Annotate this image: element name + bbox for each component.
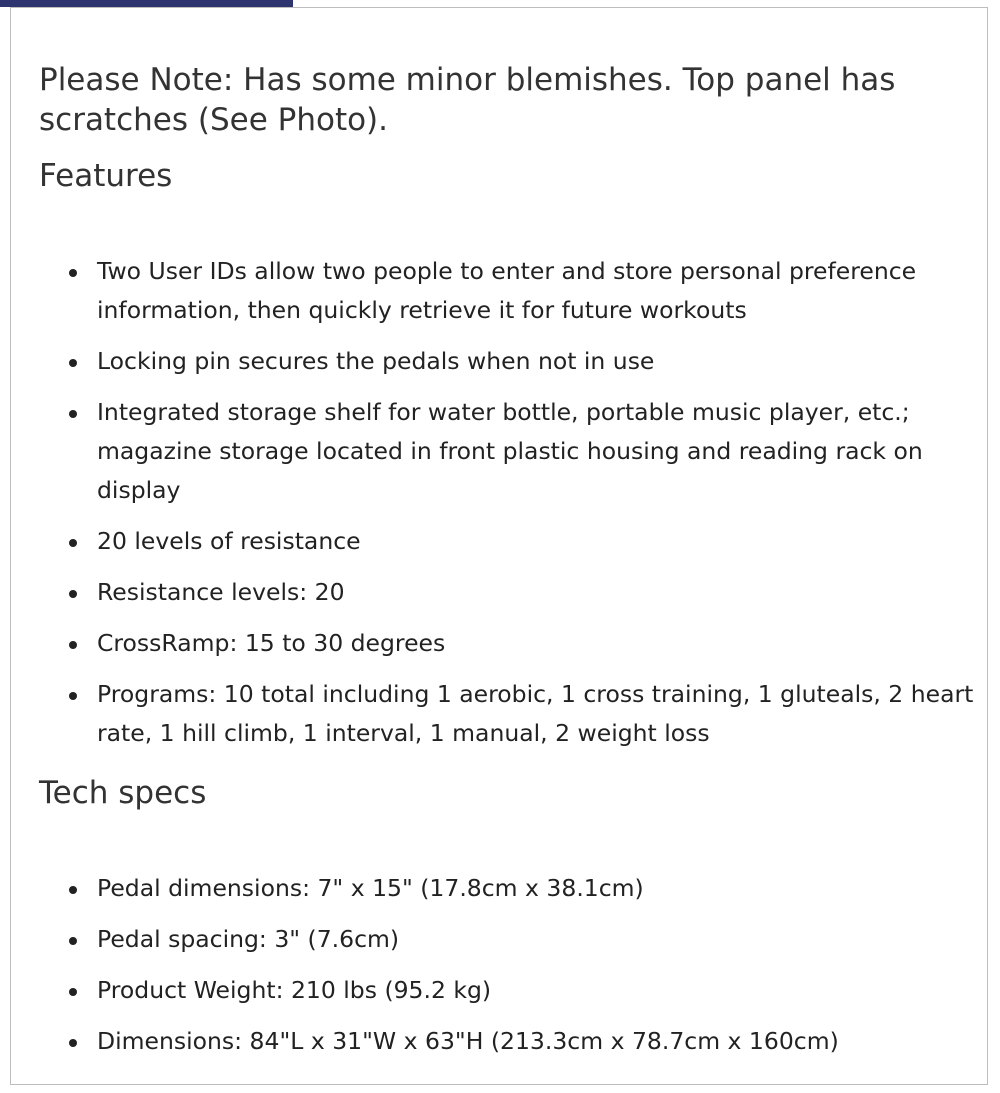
bullet-dot-icon bbox=[69, 886, 77, 894]
list-item bbox=[39, 573, 974, 612]
bullet-dot-icon bbox=[69, 1039, 77, 1047]
list-item bbox=[39, 920, 974, 959]
product-description-panel bbox=[10, 7, 988, 1085]
bullet-dot-icon bbox=[69, 410, 77, 418]
condition-note: Please Note: Has some minor blemishes. Top panel has scratches (See Photo). bbox=[39, 62, 896, 138]
features-heading: Features bbox=[39, 158, 173, 194]
feature-text: Programs: 10 total including 1 aerobic, 1 cross training, 1 gluteals, 2 heart rate, 1 hill climb, 1 interval, 1 manual, 2 weight loss bbox=[97, 680, 974, 747]
list-item bbox=[39, 342, 974, 381]
list-item bbox=[39, 624, 974, 663]
spec-text: Pedal dimensions: 7" x 15" (17.8cm x 38.1cm) bbox=[97, 874, 644, 902]
list-item bbox=[39, 869, 974, 908]
feature-text: Resistance levels: 20 bbox=[97, 578, 345, 606]
spec-text: Pedal spacing: 3" (7.6cm) bbox=[97, 925, 400, 953]
list-item bbox=[39, 675, 974, 753]
bullet-dot-icon bbox=[69, 988, 77, 996]
tech-specs-heading: Tech specs bbox=[39, 775, 207, 811]
bullet-dot-icon bbox=[69, 539, 77, 547]
features-list bbox=[39, 252, 974, 765]
list-item bbox=[39, 522, 974, 561]
list-item bbox=[39, 393, 974, 510]
list-item bbox=[39, 1022, 974, 1061]
feature-text: 20 levels of resistance bbox=[97, 527, 361, 555]
feature-text: Integrated storage shelf for water bottle, portable music player, etc.; magazine storage located in front plastic housing and reading rack on display bbox=[97, 398, 923, 504]
bullet-dot-icon bbox=[69, 641, 77, 649]
list-item bbox=[39, 252, 974, 330]
active-tab-indicator bbox=[0, 0, 293, 7]
bullet-dot-icon bbox=[69, 590, 77, 598]
feature-text: CrossRamp: 15 to 30 degrees bbox=[97, 629, 446, 657]
spec-text: Dimensions: 84"L x 31"W x 63"H (213.3cm x 78.7cm x 160cm) bbox=[97, 1027, 839, 1055]
feature-text: Two User IDs allow two people to enter and store personal preference information, then quickly retrieve it for future workouts bbox=[97, 257, 917, 324]
bullet-dot-icon bbox=[69, 937, 77, 945]
list-item bbox=[39, 971, 974, 1010]
bullet-dot-icon bbox=[69, 359, 77, 367]
bullet-dot-icon bbox=[69, 692, 77, 700]
tech-specs-list bbox=[39, 869, 974, 1073]
bullet-dot-icon bbox=[69, 269, 77, 277]
spec-text: Product Weight: 210 lbs (95.2 kg) bbox=[97, 976, 492, 1004]
feature-text: Locking pin secures the pedals when not in use bbox=[97, 347, 655, 375]
